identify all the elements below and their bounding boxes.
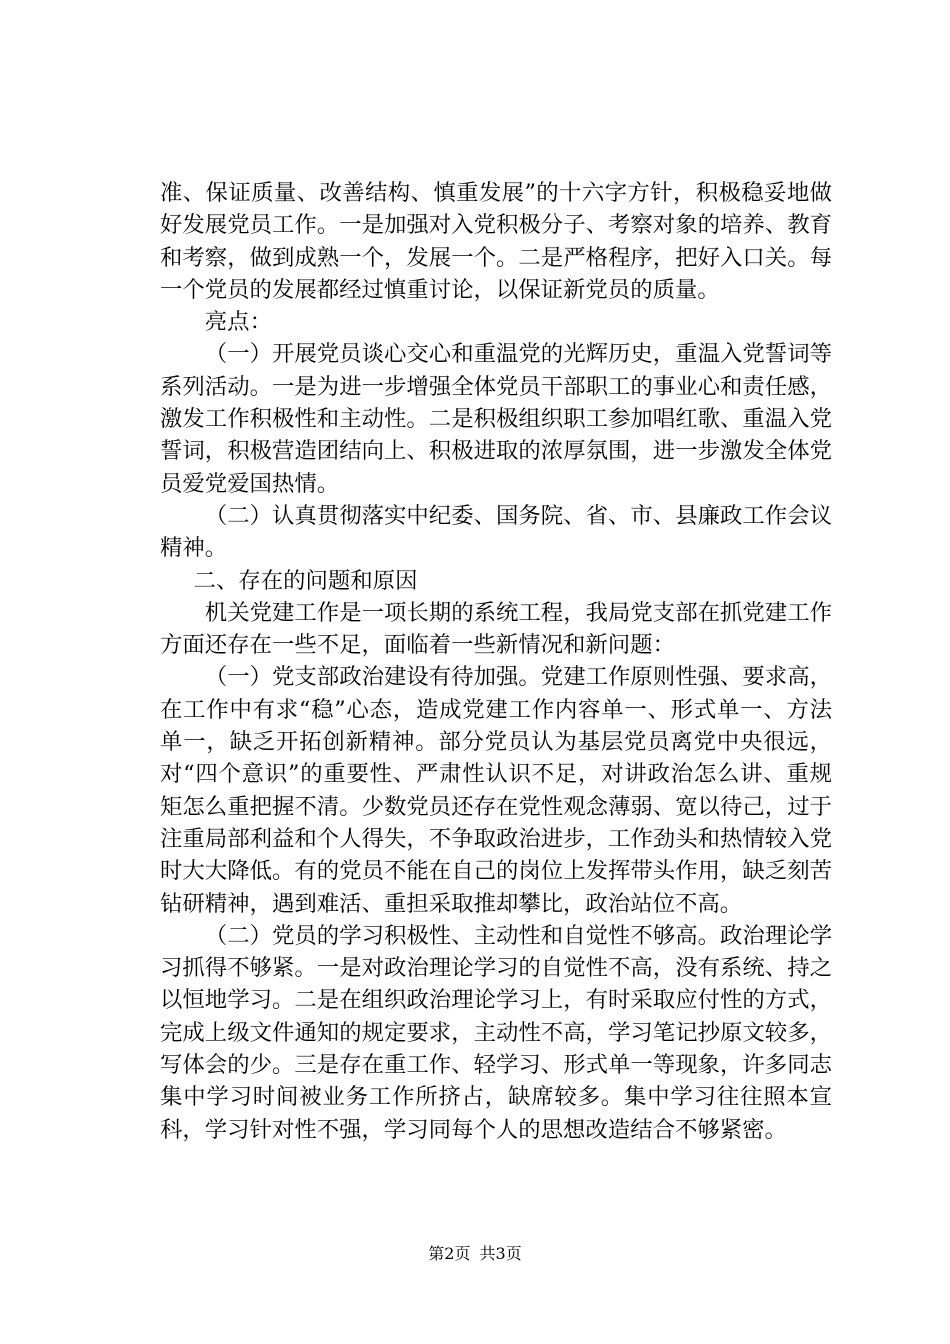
paragraph-intro: 准、保证质量、改善结构、慎重发展”的十六字方针，积极稳妥地做好发展党员工作。一是加强对入党积极分子、考察对象的培养、教育和考察，做到成熟一个，发展一个。二是严格程序，把好入口关。每一个党员的发展都经过慎重讨论，以保证新党员的质量。 xyxy=(160,180,832,303)
page-total: 共3页 xyxy=(479,1244,522,1263)
paragraph-problem-2: （二）党员的学习积极性、主动性和自觉性不够高。政治理论学习抓得不够紧。一是对政治理论学习的自觉性不高，没有系统、持之以恒地学习。二是在组织政治理论学习上，有时采取应付性的方式，完成上级文件通知的规定要求，主动性不高，学习笔记抄原文较多，写体会的少。三是存在重工作、轻学习、形式单一等现象，许多同志集中学习时间被业务工作所挤占，缺席较多。集中学习往往照本宣科，学习针对性不强，学习同每个人的思想改造结合不够紧密。 xyxy=(160,922,832,1143)
paragraph-highlight-2: （二）认真贯彻落实中纪委、国务院、省、市、县廉政工作会议精神。 xyxy=(160,502,832,562)
paragraph-highlights-heading: 亮点： xyxy=(204,309,272,336)
section-heading-problems: 二、存在的问题和原因 xyxy=(193,567,418,594)
document-body xyxy=(160,177,832,1146)
paragraph-highlight-1: （一）开展党员谈心交心和重温党的光辉历史，重温入党誓词等系列活动。一是为进一步增强全体党员干部职工的事业心和责任感，激发工作积极性和主动性。二是积极组织职工参加唱红歌、重温入党誓词，积极营造团结向上、积极进取的浓厚氛围，进一步激发全体党员爱党爱国热情。 xyxy=(160,341,832,497)
page-footer xyxy=(0,1244,950,1264)
paragraph-problems-intro: 机关党建工作是一项长期的系统工程，我局党支部在抓党建工作方面还存在一些不足，面临着一些新情况和新问题： xyxy=(160,599,832,659)
paragraph-problem-1: （一）党支部政治建设有待加强。党建工作原则性强、要求高，在工作中有求“稳”心态，造成党建工作内容单一、形式单一、方法单一，缺乏开拓创新精神。部分党员认为基层党员离党中央很远，对“四个意识”的重要性、严肃性认识不足，对讲政治怎么讲、重规矩怎么重把握不清。少数党员还存在党性观念薄弱、宽以待己，过于注重局部利益和个人得失，不争取政治进步，工作劲头和热情较入党时大大降低。有的党员不能在自己的岗位上发挥带头作用，缺乏刻苦钻研精神，遇到难活、重担采取推却攀比，政治站位不高。 xyxy=(160,664,832,917)
page-number: 第2页 xyxy=(428,1244,471,1263)
